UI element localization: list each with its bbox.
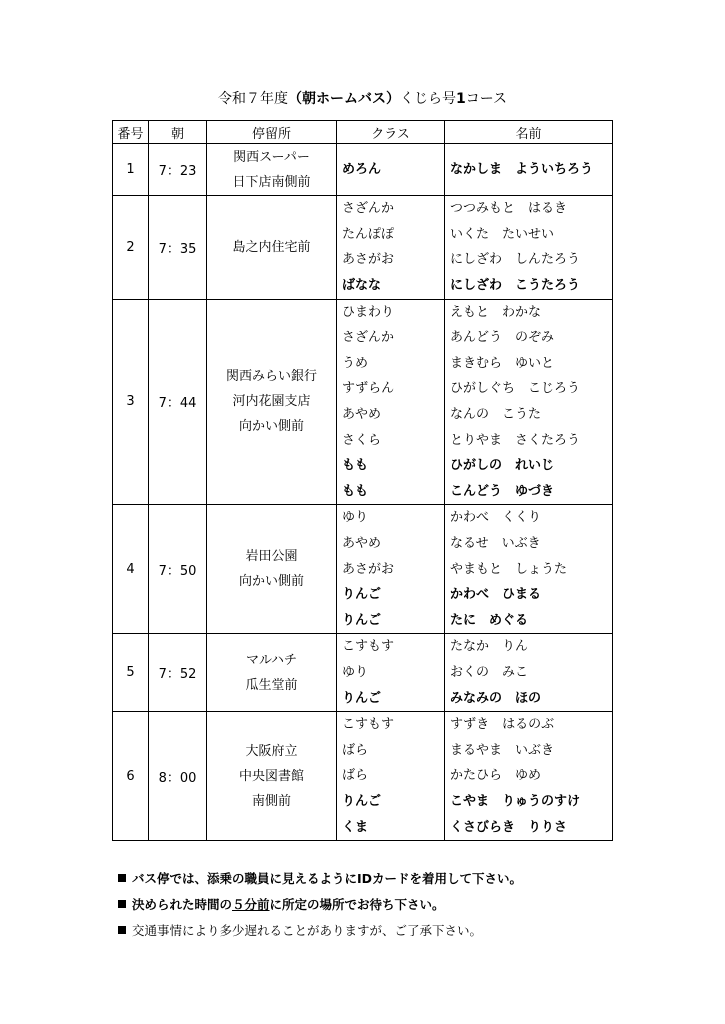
header-number: 番号 — [113, 121, 149, 144]
cell-names — [445, 634, 613, 712]
cell-time: 7：35 — [149, 196, 207, 299]
cell-classes — [337, 299, 445, 505]
title-bold: （朝ホームバス） — [287, 91, 400, 107]
header-time: 朝 — [149, 121, 207, 144]
cell-number: 6 — [113, 712, 149, 841]
stop-line: 向かい側前 — [238, 574, 304, 590]
cell-stop — [207, 634, 337, 712]
class-entry: さざんか — [342, 201, 395, 217]
class-entry: もも — [342, 458, 369, 474]
name-entry: にしざわ しんたろう — [450, 252, 581, 268]
cell-time: 7：50 — [149, 505, 207, 634]
name-entry: なんの こうた — [450, 406, 542, 422]
cell-names — [445, 299, 613, 505]
cell-names — [445, 196, 613, 299]
class-entry: ばら — [342, 742, 369, 758]
class-entry: うめ — [342, 355, 369, 371]
title-suffix: コース — [465, 91, 508, 107]
name-entry: すずき はるのぶ — [450, 717, 555, 733]
class-entry: あさがお — [342, 252, 395, 268]
note-3-text: 交通事情により多少遅れることがありますが、ご了承下さい。 — [132, 923, 483, 938]
cell-stop — [207, 712, 337, 841]
class-entry: あやめ — [342, 535, 382, 551]
notes — [118, 866, 522, 944]
stop-line: 関西スーパー — [233, 149, 310, 165]
cell-stop — [207, 299, 337, 505]
note-2-pre: 決められた時間の — [132, 897, 233, 912]
cell-stop — [207, 505, 337, 634]
name-entry: えもと わかな — [450, 304, 542, 320]
cell-stop — [207, 196, 337, 299]
class-entry: ばら — [342, 768, 369, 784]
class-entry: ゆり — [342, 510, 369, 526]
name-entry: つつみもと はるき — [450, 201, 568, 217]
cell-number: 1 — [113, 144, 149, 196]
stop-line: 岩田公園 — [245, 549, 298, 565]
name-entry: ひがしぐち こじろう — [450, 381, 581, 397]
note-2-underline: ５分前 — [232, 897, 270, 912]
note-3 — [118, 918, 522, 944]
cell-number: 5 — [113, 634, 149, 712]
name-entry: おくの みこ — [450, 664, 529, 680]
cell-classes — [337, 144, 445, 196]
note-1 — [118, 866, 522, 892]
name-entry: みなみの ほの — [450, 690, 542, 706]
class-entry: ひまわり — [342, 304, 395, 320]
class-entry: もも — [342, 483, 369, 499]
bullet-square-icon — [118, 900, 126, 908]
header-class: クラス — [337, 121, 445, 144]
cell-classes — [337, 505, 445, 634]
stop-line: 日下店南側前 — [232, 174, 311, 190]
cell-stop — [207, 144, 337, 196]
table-row — [113, 712, 613, 841]
name-entry: とりやま さくたろう — [450, 432, 581, 448]
cell-time: 7：44 — [149, 299, 207, 505]
bullet-square-icon — [118, 874, 126, 882]
table-row — [113, 196, 613, 299]
name-entry: にしざわ こうたろう — [450, 277, 581, 293]
class-entry: ゆり — [342, 664, 369, 680]
class-entry: ばなな — [342, 277, 382, 293]
cell-classes — [337, 634, 445, 712]
table-row — [113, 634, 613, 712]
name-entry: ひがしの れいじ — [450, 458, 555, 474]
stop-line: 大阪府立 — [245, 743, 298, 759]
class-entry: めろん — [342, 161, 382, 177]
stop-line: 向かい側前 — [238, 419, 304, 435]
class-entry: くま — [342, 819, 369, 835]
class-entry: あやめ — [342, 406, 382, 422]
class-entry: りんご — [342, 793, 382, 809]
cell-number: 2 — [113, 196, 149, 299]
header-name: 名前 — [445, 121, 613, 144]
stop-line: マルハチ — [245, 652, 298, 668]
class-entry: こすもす — [342, 639, 395, 655]
table-row — [113, 299, 613, 505]
note-2 — [118, 892, 522, 918]
stop-line: 瓜生堂前 — [245, 677, 298, 693]
name-entry: たなか りん — [450, 639, 529, 655]
class-entry: すずらん — [342, 381, 395, 397]
class-entry: あさがお — [342, 561, 395, 577]
name-entry: なるせ いぶき — [450, 535, 541, 551]
title-prefix: 令和７年度 — [217, 91, 288, 107]
class-entry: りんご — [342, 690, 382, 706]
name-entry: まきむら ゆいと — [450, 355, 555, 371]
cell-time: 7：23 — [149, 144, 207, 196]
bullet-square-icon — [118, 926, 126, 934]
class-entry: たんぽぽ — [342, 226, 395, 242]
name-entry: かわべ くくり — [450, 510, 542, 526]
page-title — [0, 88, 725, 108]
name-entry: やまもと しょうた — [450, 561, 568, 577]
name-entry: まるやま いぶき — [450, 742, 555, 758]
name-entry: たに めぐる — [450, 612, 529, 628]
cell-classes — [337, 196, 445, 299]
note-2-post: に所定の場所でお待ち下さい。 — [269, 897, 445, 912]
stop-line: 南側前 — [251, 793, 291, 809]
name-entry: あんどう のぞみ — [450, 330, 555, 346]
class-entry: りんご — [342, 587, 382, 603]
title-route: くじら号 — [399, 91, 456, 107]
class-entry: りんご — [342, 612, 382, 628]
table-row — [113, 505, 613, 634]
cell-names — [445, 144, 613, 196]
name-entry: こんどう ゆづき — [450, 483, 555, 499]
name-entry: こやま りゅうのすけ — [450, 793, 581, 809]
bus-schedule-table — [112, 120, 613, 841]
title-num: 1 — [455, 91, 466, 107]
table-row — [113, 144, 613, 196]
stop-line: 中央図書館 — [238, 768, 304, 784]
table-header-row — [113, 121, 613, 144]
name-entry: かわべ ひまる — [450, 587, 542, 603]
stop-line: 河内花園支店 — [232, 394, 311, 410]
stop-line: 島之内住宅前 — [232, 239, 311, 255]
class-entry: こすもす — [342, 717, 395, 733]
cell-number: 4 — [113, 505, 149, 634]
cell-names — [445, 712, 613, 841]
header-stop: 停留所 — [207, 121, 337, 144]
cell-number: 3 — [113, 299, 149, 505]
name-entry: くさびらき りりさ — [450, 819, 568, 835]
table-body — [113, 144, 613, 841]
name-entry: いくた たいせい — [450, 226, 555, 242]
note-1-text: バス停では、添乗の職員に見えるようにIDカードを着用して下さい。 — [132, 871, 523, 886]
cell-names — [445, 505, 613, 634]
name-entry: なかしま よういちろう — [450, 161, 594, 177]
cell-time: 8：00 — [149, 712, 207, 841]
class-entry: さくら — [342, 432, 382, 448]
name-entry: かたひら ゆめ — [450, 768, 542, 784]
class-entry: さざんか — [342, 330, 395, 346]
stop-line: 関西みらい銀行 — [225, 369, 317, 385]
cell-classes — [337, 712, 445, 841]
cell-time: 7：52 — [149, 634, 207, 712]
